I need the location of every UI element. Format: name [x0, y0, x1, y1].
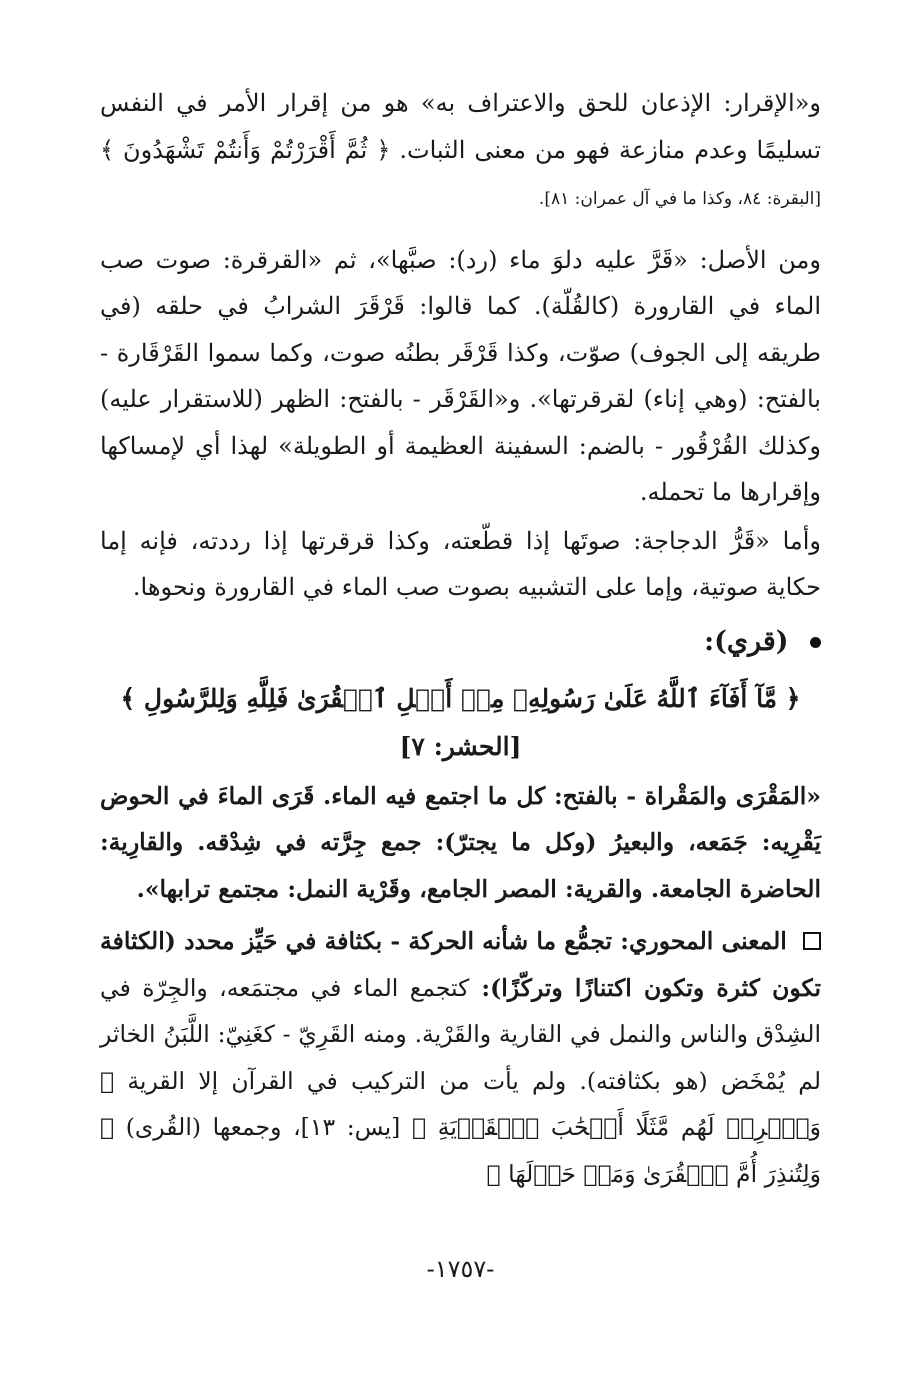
page-number: -١٧٥٧-: [426, 1255, 495, 1283]
section-heading: [100, 619, 821, 665]
paragraph-chicken-sound: وأما «قَرُّ الدجاجة: صوتَها إذا قطّعته، وكذا قرقرتها إذا رددته، فإنه إما حكاية صوتية، وإما على التشبيه بصوت صب الماء في القارورة ونحوها.: [100, 526, 822, 601]
paragraph-definitions: «المَقْرَى والمَقْراة - بالفتح: كل ما اجتمع فيه الماء. قَرَى الماءَ في الحوض يَقْرِيه: جَمَعه، والبعيرُ (وكل ما يجترّ): جمع جِرَّته في شِدْقه. والقارِية: الحاضرة الجامعة. والقرية: المصر الجامع، وقَرْية النمل: مجتمع ترابها».: [100, 781, 821, 903]
quran-citation: [البقرة: ٨٤، وكذا ما في آل عمران: ٨١].: [538, 189, 821, 209]
paragraph-origin: ومن الأصل: «قَرَّ عليه دلوَ ماء (رد): صبَّها»، ثم «القرقرة: صوت صب الماء في القارورة (كالقُلّة). كما قالوا: قَرْقَرَ الشرابُ في حلقه (في طريقه إلى الجوف) صوّت، وكذا قَرْقَر بطنُه صوت، وكما سموا القَرْقَارة - بالفتح: (وهي إناء) لقرقرتها». و«القَرْقَر - بالفتح: الظهر (للاستقرار عليه) وكذلك القُرْقُور - بالضم: السفينة العظيمة أو الطويلة» لهذا أي لإمساكها وإقرارها ما تحمله.: [100, 245, 821, 506]
paragraph-iqrar-text: و«الإقرار: الإذعان للحق والاعتراف به» هو من إقرار الأمر في النفس تسليمًا وعدم منازعة فهو من معنى الثبات. ﴿ ثُمَّ أَقْرَرْتُمْ وَأَنتُمْ تَشْهَدُونَ ﴾: [100, 89, 821, 164]
core-meaning-text: كتجمع الماء في مجتمَعه، والجِرّة في الشِدْق والناس والنمل في القارية والقَرْية. ومنه القَرِيّ - كغَنِيّ: اللَّبَنُ الخاثر لم يُمْخَض (هو بكثافته). ولم يأت من التركيب في القرآن إلا القرية ﴿ وَٱضۡرِبۡ لَهُم مَّثَلًا أَصۡحَٰبَ ٱلۡقَرۡيَةِ ﴾ [يس: ١٣]، وجمعها (القُرى) ﴿ وَلِتُنذِرَ أُمَّ ٱلۡقُرَىٰ وَمَنۡ حَوۡلَهَا ﴾: [100, 973, 821, 1188]
core-meaning-label: المعنى المحوري: تجمُّع ما شأنه الحركة - بكثافة في حَيِّز محدد (الكثافة تكون كثرة وتكون اكتنازًا وتركّزًا):: [100, 927, 821, 1002]
book-page: [100, 70, 821, 1303]
quran-verse: ﴿ مَّآ أَفَآءَ ٱللَّهُ عَلَىٰ رَسُولِهِۦ مِنۡ أَهۡلِ ٱلۡقُرَىٰ فَلِلَّهِ وَلِلرَّسُولِ ﴾ [الحشر: ٧]: [120, 683, 801, 761]
paragraph-core-meaning: [100, 918, 821, 1197]
section-heading-text: (قري):: [704, 625, 789, 657]
bullet-icon: [810, 637, 821, 648]
paragraph-iqrar: [100, 80, 821, 223]
square-bullet-icon: [803, 932, 821, 950]
